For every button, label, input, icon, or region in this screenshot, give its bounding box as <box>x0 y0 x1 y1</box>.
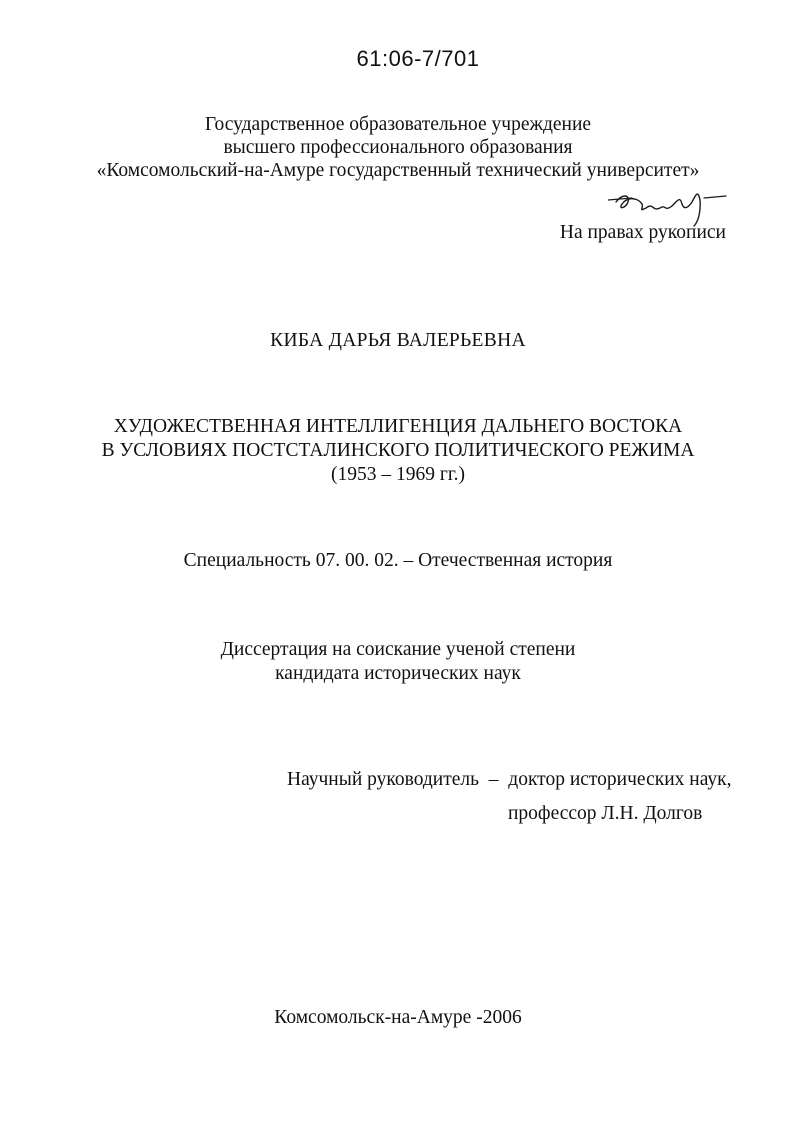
author-name: КИБА ДАРЬЯ ВАЛЕРЬЕВНА <box>270 330 526 351</box>
title-line-3: (1953 – 1969 гг.) <box>330 464 466 485</box>
archive-code: 61:06-7/701 <box>356 46 480 71</box>
title-line-1: ХУДОЖЕСТВЕННАЯ ИНТЕЛЛИГЕНЦИЯ ДАЛЬНЕГО ВОСТОКА <box>113 416 683 437</box>
degree-line-1: Диссертация на соискание ученой степени <box>220 639 576 660</box>
specialty: Специальность 07. 00. 02. – Отечественная история <box>183 550 613 571</box>
degree-line-2: кандидата исторических наук <box>275 663 521 684</box>
rights-note: На правах рукописи <box>559 222 726 243</box>
dissertation-title <box>0 415 796 487</box>
supervisor-line-1: Научный руководитель – доктор исторических наук, <box>287 769 732 790</box>
supervisor-line-2: профессор Л.Н. Долгов <box>508 803 703 824</box>
dissertation-degree <box>0 638 796 686</box>
city-year: Комсомольск-на-Амуре -2006 <box>274 1007 522 1028</box>
institution-line-3: «Комсомольский-на-Амуре государственный технический университет» <box>96 160 700 181</box>
institution-line-2: высшего профессионального образования <box>223 137 573 158</box>
title-line-2: В УСЛОВИЯХ ПОСТСТАЛИНСКОГО ПОЛИТИЧЕСКОГО РЕЖИМА <box>101 440 695 461</box>
institution-line-1: Государственное образовательное учреждение <box>204 114 592 135</box>
institution-block <box>0 113 796 182</box>
